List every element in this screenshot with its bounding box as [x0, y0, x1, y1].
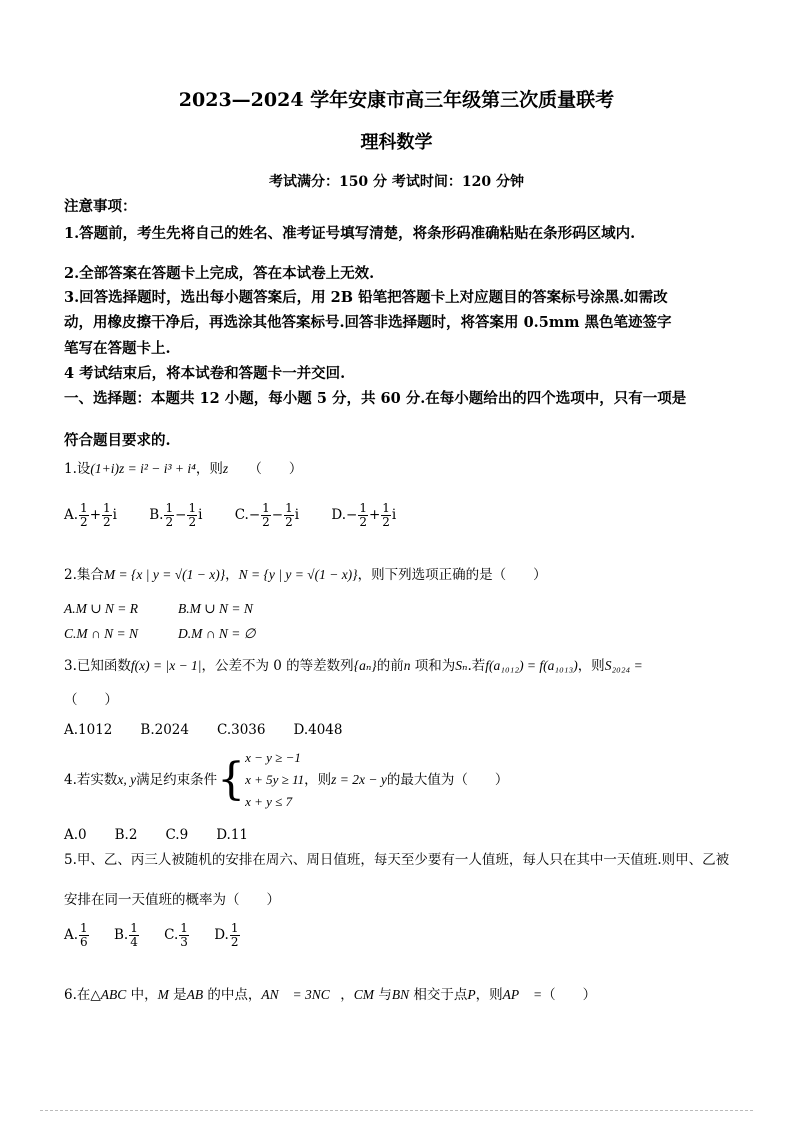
q3-blank: （ ）: [64, 692, 118, 708]
question-6-stem: [64, 985, 596, 1005]
q6-text-1: 中，: [126, 987, 158, 1003]
q3-text-5: ，则: [577, 658, 605, 674]
q3-condition: f(a₁₀₁₂) = f(a₁₀₁₃): [485, 658, 578, 673]
subject-title: 理科数学: [360, 132, 433, 153]
left-brace-icon: {: [217, 754, 246, 805]
q6-text-4: ，: [340, 987, 354, 1003]
q6-text-2: 是: [168, 987, 187, 1003]
q4-constraint-system: [245, 747, 304, 813]
q2-prefix: 2.集合: [64, 567, 104, 583]
q4-option-a[interactable]: A.0: [64, 827, 87, 843]
q2-set-m: M = {x | y = √(1 − x)}: [103, 567, 226, 582]
note-2: 2.全部答案在答题卡上完成，答在本试卷上无效.: [64, 265, 375, 282]
q4-option-b[interactable]: B.2: [114, 827, 138, 843]
question-5-options: [64, 922, 261, 949]
q3-option-b[interactable]: B.2024: [140, 722, 189, 738]
q6-triangle: △ABC: [90, 987, 127, 1002]
q1-blank: （ ）: [255, 461, 303, 477]
q6-text-6: 相交于点: [409, 987, 468, 1003]
q6-p: P: [467, 987, 476, 1002]
note-1: 1.答题前，考生先将自己的姓名、准考证号填写清楚，将条形码准确粘贴在条形码区域内.: [64, 225, 636, 242]
q2-option-c[interactable]: C.M ∩ N = N: [64, 626, 138, 641]
section-1-line-1: 一、选择题：本题共 12 小题，每小题 5 分，共 60 分.在每小题给出的四个选项中，只有一项是: [64, 390, 687, 407]
q1-option-a[interactable]: A. $\frac{1}{2}$ + $\frac{1}{2}$ i: [64, 501, 117, 529]
q3-prefix: 3.已知函数: [64, 658, 131, 674]
q4-option-c[interactable]: C.9: [165, 827, 189, 843]
q4-objective: z = 2x − y: [331, 772, 387, 787]
q6-text-5: 与: [374, 987, 392, 1003]
question-2-options-row-1: [64, 599, 293, 619]
question-3-stem: [64, 656, 643, 676]
exam-info: 考试满分：150 分 考试时间：120 分钟: [268, 174, 525, 190]
q4-option-d[interactable]: D.11: [216, 827, 248, 843]
q6-text-7: ，则: [475, 987, 503, 1003]
q6-ap: AP⃗ =: [502, 987, 543, 1002]
section-1-line-2: 符合题目要求的.: [64, 432, 171, 449]
q4-suffix: 的最大值为（ ）: [386, 772, 509, 788]
q3-option-d[interactable]: D.4048: [293, 722, 343, 738]
question-5-line-2: 安排在同一天值班的概率为（ ）: [64, 892, 280, 908]
q1-option-c[interactable]: C.− $\frac{1}{2}$ − $\frac{1}{2}$ i: [234, 501, 300, 529]
q1-var: z: [222, 461, 229, 476]
q2-set-n: N = {y | y = √(1 − x)}: [238, 567, 358, 582]
q4-vars: x, y: [117, 772, 137, 787]
q6-m: M: [157, 987, 169, 1002]
q6-vector-relation: AN⃗ = 3NC⃗: [261, 987, 341, 1002]
q2-option-d[interactable]: D.M ∩ N = ∅: [178, 626, 256, 641]
q1-expression: (1+i)z = i² − i³ + i⁴: [90, 461, 196, 476]
q4-constraint-1: x − y ≥ −1: [245, 750, 301, 765]
q2-option-a[interactable]: A.M ∪ N = R: [64, 601, 139, 616]
question-1-stem: [64, 459, 302, 479]
q1-prefix: 1.设: [64, 461, 91, 477]
q4-text-1: 满足约束条件: [136, 772, 218, 788]
notes-heading: 注意事项：: [64, 198, 137, 215]
note-4: 4 考试结束后，将本试卷和答题卡一并交回.: [64, 365, 346, 382]
q6-ab: AB: [186, 987, 204, 1002]
q3-text-4: .若: [467, 658, 486, 674]
question-2-stem: [64, 565, 547, 585]
q3-function: f(x) = |x − 1|: [130, 658, 202, 673]
q6-cm: CM: [353, 987, 375, 1002]
q1-option-b[interactable]: B. $\frac{1}{2}$ − $\frac{1}{2}$ i: [149, 501, 203, 529]
question-3-options: [64, 720, 370, 740]
q6-prefix: 6.在: [64, 987, 91, 1003]
q5-option-d[interactable]: D. $\frac{1}{2}$: [214, 921, 239, 949]
q1-suffix: ，则: [195, 461, 223, 477]
note-3-line-3: 笔写在答题卡上.: [64, 340, 171, 357]
q2-option-b[interactable]: B.M ∪ N = N: [178, 601, 253, 616]
q5-option-a[interactable]: A. $\frac{1}{6}$: [64, 921, 88, 949]
question-4-stem: [64, 746, 508, 814]
q3-target: S₂₀₂₄ =: [604, 658, 643, 673]
note-3-line-2: 动，用橡皮擦干净后，再选涂其他答案标号.回答非选择题时，将答案用 0.5mm 黑色笔迹签字: [64, 314, 672, 331]
q1-option-d[interactable]: D.− $\frac{1}{2}$ + $\frac{1}{2}$ i: [331, 501, 397, 529]
q3-text-3: 项和为: [410, 658, 456, 674]
q6-blank: （ ）: [542, 987, 597, 1003]
q3-sum: Sₙ: [455, 658, 468, 673]
question-2-options-row-2: [64, 624, 296, 644]
q6-bn: BN: [391, 987, 410, 1002]
q3-n: n: [403, 658, 411, 673]
q2-suffix: ，则下列选项正确的是（ ）: [357, 567, 547, 583]
q3-text-2: 的前: [376, 658, 404, 674]
q3-text-1: ，公差不为 0 的等差数列: [201, 658, 354, 674]
q4-text-2: ，则: [304, 772, 332, 788]
q5-option-c[interactable]: C. $\frac{1}{3}$: [164, 921, 188, 949]
question-5-line-1: 5.甲、乙、丙三人被随机的安排在周六、周日值班，每天至少要有一人值班，每人只在其中一天值班.则甲、乙被: [64, 852, 730, 868]
exam-title: 2023—2024 学年安康市高三年级第三次质量联考: [178, 89, 615, 111]
q3-sequence: {aₙ}: [353, 658, 377, 673]
question-4-options: [64, 825, 276, 845]
q4-prefix: 4.若实数: [64, 772, 118, 788]
page-bottom-rule: [40, 1110, 753, 1111]
q3-option-a[interactable]: A.1012: [64, 722, 113, 738]
q2-set-sep: ，: [225, 567, 239, 583]
q5-option-b[interactable]: B. $\frac{1}{4}$: [113, 921, 138, 949]
q4-constraint-2: x + 5y ≥ 11: [245, 772, 305, 787]
question-1-options: [64, 502, 424, 529]
note-3-line-1: 3.回答选择题时，选出每小题答案后，用 2B 铅笔把答题卡上对应题目的答案标号涂黑.如需改: [64, 289, 668, 306]
q4-constraint-3: x + y ≤ 7: [245, 794, 293, 809]
q3-option-c[interactable]: C.3036: [216, 722, 266, 738]
q6-text-3: 的中点，: [203, 987, 262, 1003]
